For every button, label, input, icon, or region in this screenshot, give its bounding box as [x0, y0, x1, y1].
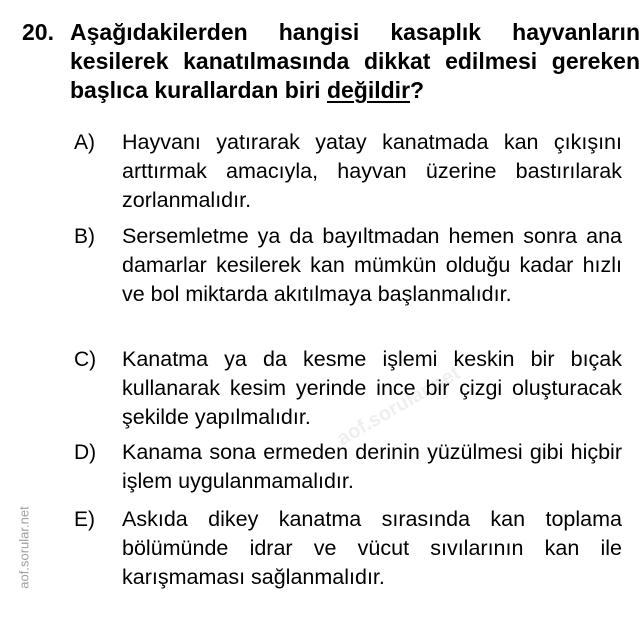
option-c-text: Kanatma ya da kesme işlemi keskin bir bıçak kullanarak kesim yerinde ince bir çizgi oluşturacak şekilde yapılmalıdır.: [122, 347, 622, 429]
option-e-text: Askıda dikey kanatma sırasında kan toplama bölümünde idrar ve vücut sıvılarının kan ile karışmaması sağlanmalıdır.: [122, 507, 622, 589]
option-e-letter: E): [74, 508, 95, 531]
side-watermark: aof.sorular.net: [16, 506, 32, 589]
option-d-text: Kanama sona ermeden derinin yüzülmesi gibi hiçbir işlem uygulanmamalıdır.: [122, 440, 622, 493]
question-stem: [70, 18, 640, 105]
option-d-letter: D): [74, 441, 97, 464]
center-watermark: aof.sorular.net: [333, 362, 464, 451]
option-b-letter: B): [74, 225, 95, 248]
option-a-letter: A): [74, 131, 95, 154]
option-b-text: Sersemletme ya da bayıltmadan hemen sonra ana damarlar kesilerek kan mümkün olduğu kadar hızlı ve bol miktarda akıtılmaya başlanmalıdır.: [122, 224, 622, 306]
question-stem-text: Aşağıdakilerden hangisi kasaplık hayvanların kesilerek kanatılmasında dikkat edilmesi gereken başlıca kurallardan biri: [70, 19, 640, 103]
question-mark: ?: [410, 77, 425, 103]
question-negative-word: değildir: [326, 77, 411, 103]
option-a-text: Hayvanı yatırarak yatay kanatmada kan çıkışını arttırmak amacıyla, hayvan üzerine bastırılarak zorlanmalıdır.: [122, 130, 622, 212]
option-c-letter: C): [74, 348, 97, 371]
question-number: 20.: [22, 19, 54, 45]
